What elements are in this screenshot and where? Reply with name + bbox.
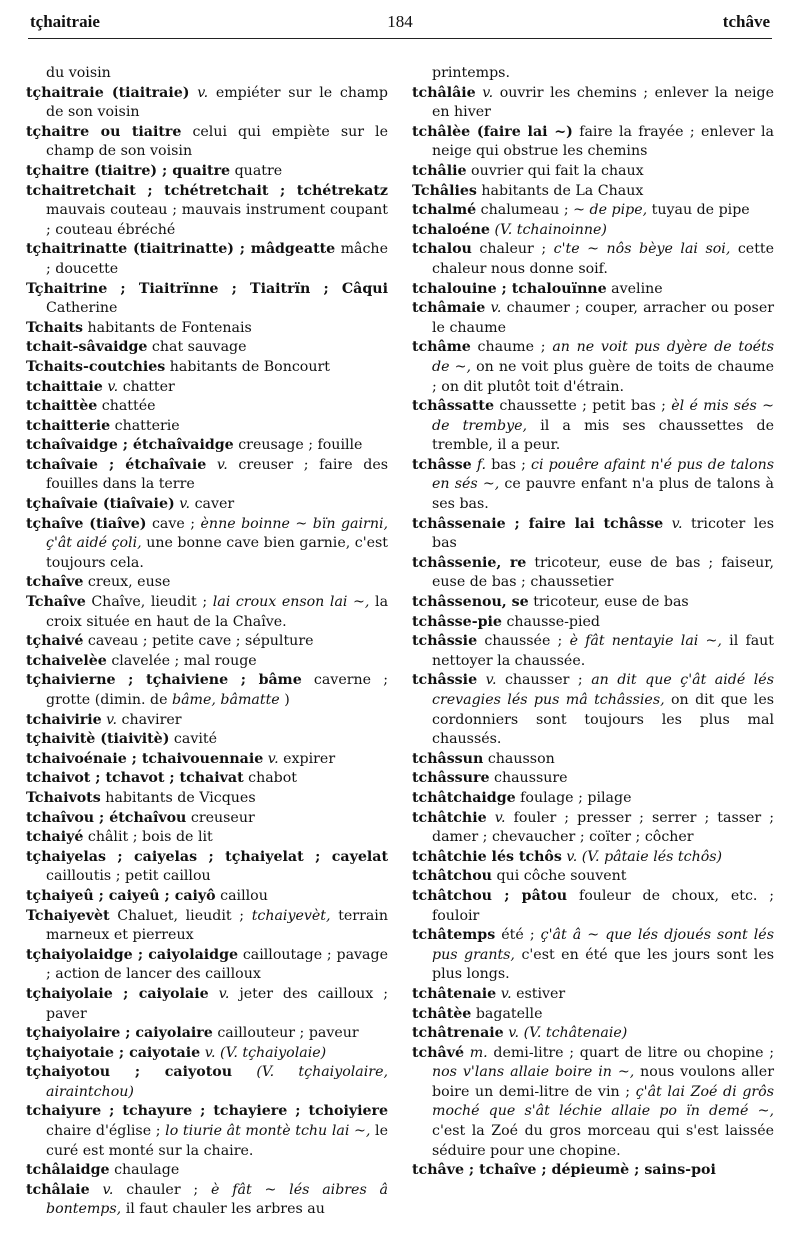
translation: la croix située en haut de la Chaîve. bbox=[46, 594, 389, 630]
page-header bbox=[30, 12, 770, 38]
example-phrase: è fât ~ lés aibres â bontemps, bbox=[46, 1181, 389, 1218]
definition: aveline bbox=[611, 280, 663, 297]
headword: tchâtèe bbox=[412, 1005, 472, 1022]
dictionary-entry bbox=[412, 280, 774, 300]
example-phrase: nos v'lans allaie boire in ~, bbox=[432, 1064, 635, 1081]
dictionary-entry bbox=[26, 1044, 388, 1064]
example-phrase: an dit que ç'ât aidé lés crevagies lés pus mâ tchâssies, bbox=[432, 672, 774, 708]
headword: tçhaiyolaidge ; caiyolaidge bbox=[26, 946, 239, 963]
headword: tçhaiyolaire ; caiyolaire bbox=[26, 1025, 213, 1042]
dictionary-entry bbox=[26, 573, 388, 593]
headword: tchaittèe bbox=[26, 398, 98, 415]
headword: tçhaiyotaie ; caiyotaie bbox=[26, 1044, 201, 1061]
headword: tçhaitre ou tiaitre bbox=[26, 123, 182, 140]
dictionary-entry bbox=[412, 1161, 774, 1181]
dictionary-entry bbox=[26, 1024, 388, 1044]
dictionary-entry bbox=[26, 750, 388, 770]
definition: cailloutis ; petit caillou bbox=[46, 868, 211, 885]
dictionary-entry bbox=[26, 946, 388, 985]
headword: Tchaiyevèt bbox=[26, 907, 110, 924]
definition: chatterie bbox=[114, 417, 180, 434]
headword: tchâmaie bbox=[412, 300, 486, 317]
translation: ) bbox=[284, 692, 290, 708]
right-column bbox=[412, 64, 774, 1181]
grammar-label: v. bbox=[204, 1044, 216, 1061]
headword: tchâlâie bbox=[412, 84, 476, 101]
definition: habitants de Vicques bbox=[105, 789, 256, 806]
definition: demi-litre ; quart de litre ou chopine ; bbox=[493, 1044, 775, 1061]
dictionary-entry bbox=[412, 750, 774, 770]
dictionary-entry bbox=[26, 848, 388, 887]
headword: tchâlie bbox=[412, 162, 467, 179]
definition: été ; bbox=[501, 927, 535, 944]
header-rule bbox=[28, 38, 772, 39]
definition: jeter des cailloux ; paver bbox=[46, 985, 388, 1022]
headword: Tchâlies bbox=[412, 182, 477, 199]
grammar-label: v. bbox=[216, 456, 228, 473]
definition: tricoter les bas bbox=[432, 515, 774, 552]
example-phrase: èl é mis sés ~ de trembye, bbox=[432, 398, 774, 434]
translation: on dit que les cordonniers sont toujours les plus mal chaussés. bbox=[432, 692, 774, 748]
definition: chaussure bbox=[494, 770, 568, 787]
headword: tchâme bbox=[412, 339, 471, 356]
headword: Tchaits-coutchies bbox=[26, 358, 166, 375]
dictionary-entry bbox=[26, 652, 388, 672]
headword: Tchaits bbox=[26, 319, 84, 336]
dictionary-entry bbox=[412, 240, 774, 279]
headword: tçhaitre (tiaitre) ; quaitre bbox=[26, 162, 231, 179]
grammar-label: v. bbox=[218, 985, 230, 1002]
dictionary-entry bbox=[412, 554, 774, 593]
dictionary-entry bbox=[26, 907, 388, 946]
dictionary-entry bbox=[412, 671, 774, 749]
definition: tricoteur, euse de bas bbox=[533, 594, 689, 611]
headword: tçhaitraie (tiaitraie) bbox=[26, 84, 190, 101]
dictionary-entry bbox=[412, 123, 774, 162]
dictionary-entry bbox=[412, 769, 774, 789]
headword: tchaivot ; tchavot ; tchaivat bbox=[26, 770, 244, 787]
definition: clavelée ; mal rouge bbox=[111, 652, 257, 669]
dictionary-entry bbox=[412, 985, 774, 1005]
headword: tçhaîvaie (tiaîvaie) bbox=[26, 496, 175, 513]
dictionary-entry bbox=[412, 867, 774, 887]
definition: chalumeau ; bbox=[480, 202, 569, 219]
definition: caillou bbox=[220, 887, 268, 904]
dictionary-entry bbox=[412, 201, 774, 221]
headword: tchaîvaidge ; étchaîvaidge bbox=[26, 437, 234, 454]
example-phrase: bâme, bâmatte bbox=[172, 692, 280, 708]
grammar-label: v. bbox=[490, 300, 502, 317]
headword: tchalou bbox=[412, 241, 472, 258]
definition: caillouteur ; paveur bbox=[217, 1025, 359, 1042]
headword: Tchaîve bbox=[26, 594, 86, 611]
headword: tchaittaie bbox=[26, 378, 103, 395]
definition: quatre bbox=[234, 162, 283, 179]
headword: tchâtemps bbox=[412, 927, 496, 944]
headword: tçhaivitè (tiaivitè) bbox=[26, 731, 170, 748]
dictionary-entry bbox=[26, 671, 388, 710]
headword: tçhaivierne ; tçhaiviene ; bâme bbox=[26, 672, 302, 689]
translation: c'est en été que les jours sont les plus longs. bbox=[432, 946, 774, 983]
dictionary-entry bbox=[26, 593, 388, 632]
translation: nous voulons aller boire un demi-litre de vin ; bbox=[432, 1064, 774, 1100]
dictionary-entry bbox=[412, 1005, 774, 1025]
example-phrase: ènne boinne ~ bïn gairni, ç'ât aidé çoli, bbox=[46, 515, 389, 552]
definition: chattée bbox=[101, 398, 156, 415]
grammar-label: v. bbox=[197, 84, 209, 101]
definition: chatter bbox=[122, 378, 175, 395]
example-phrase: lo tiurie ât montè tchu lai ~, bbox=[165, 1123, 371, 1140]
headword: tchâssenie, re bbox=[412, 554, 527, 571]
example-phrase: ~ de pipe, bbox=[573, 202, 648, 219]
headword: tchaivelèe bbox=[26, 652, 107, 669]
left-guide-word: tçhaitraie bbox=[30, 12, 100, 31]
headword: tchâssun bbox=[412, 750, 484, 767]
dictionary-entry bbox=[412, 1024, 774, 1044]
definition: chausson bbox=[487, 750, 555, 767]
dictionary-entry bbox=[26, 1063, 388, 1102]
headword: Tçhaitrine ; Tiaitrïnne ; Tiaitrïn ; Câqui bbox=[26, 280, 388, 297]
headword: tchâssenaie ; faire lai tchâsse bbox=[412, 515, 664, 532]
definition: chaume ; bbox=[477, 339, 546, 356]
dictionary-entry bbox=[412, 456, 774, 515]
grammar-label: v. bbox=[102, 1181, 114, 1198]
definition: creusage ; fouille bbox=[238, 437, 363, 454]
dictionary-entry bbox=[26, 495, 388, 515]
definition: fouleur de choux, etc. ; fouloir bbox=[432, 887, 774, 924]
headword: tchâtchaidge bbox=[412, 789, 516, 806]
definition: fouler ; presser ; serrer ; tasser ; damer ; chevaucher ; coïter ; côcher bbox=[432, 809, 775, 846]
definition: Chaîve, lieudit ; bbox=[91, 594, 208, 611]
headword: tchaîve bbox=[26, 574, 84, 591]
definition: estiver bbox=[516, 985, 566, 1002]
headword: tchâsse bbox=[412, 456, 472, 473]
continuation-text bbox=[412, 64, 774, 84]
headword: tchâtrenaie bbox=[412, 1025, 504, 1042]
dictionary-entry bbox=[26, 515, 388, 574]
definition: chausser ; bbox=[504, 672, 583, 689]
headword: tchâtenaie bbox=[412, 985, 497, 1002]
definition: chaussette ; petit bas ; bbox=[499, 398, 666, 415]
headword: tchâtchou ; pâtou bbox=[412, 887, 568, 904]
grammar-label: v. bbox=[671, 515, 683, 532]
right-guide-word: tchâve bbox=[722, 12, 770, 31]
definition: caverne ; grotte (dimin. de bbox=[46, 672, 388, 708]
dictionary-entry bbox=[26, 1161, 388, 1181]
translation: on ne voit plus guère de toits de chaume ; on dit plutôt toit d'étrain. bbox=[432, 358, 774, 395]
headword: tchâssenou, se bbox=[412, 594, 529, 611]
grammar-label: m. bbox=[469, 1044, 488, 1061]
grammar-label: v. bbox=[107, 378, 119, 395]
translation: cette chaleur nous donne soif. bbox=[432, 241, 775, 277]
example-phrase: (V. tçhaiyolaie) bbox=[220, 1044, 327, 1061]
dictionary-entry bbox=[412, 182, 774, 202]
definition: tricoteur, euse de bas ; faiseur, euse de bas ; chaussetier bbox=[432, 554, 775, 591]
dictionary-entry bbox=[26, 417, 388, 437]
definition: chat sauvage bbox=[151, 339, 247, 356]
dictionary-entry bbox=[26, 84, 388, 123]
grammar-label: v. bbox=[494, 809, 506, 826]
translation: il faut nettoyer la chaussée. bbox=[432, 633, 774, 669]
dictionary-entry bbox=[412, 593, 774, 613]
definition: cailloutage ; pavage ; action de lancer des cailloux bbox=[46, 946, 388, 983]
example-phrase: (V. tchâtenaie) bbox=[523, 1025, 628, 1042]
dictionary-entry bbox=[26, 162, 388, 182]
headword: tchâssure bbox=[412, 770, 490, 787]
headword: tchalouine ; tchalouïnne bbox=[412, 280, 607, 297]
page-number: 184 bbox=[387, 12, 413, 31]
headword: tchaitterie bbox=[26, 417, 111, 434]
dictionary-entry bbox=[26, 338, 388, 358]
example-phrase: an ne voit pus dyère de toéts de ~, bbox=[432, 339, 774, 375]
definition: châlit ; bois de lit bbox=[87, 829, 213, 846]
dictionary-entry bbox=[26, 182, 388, 241]
definition: caveau ; petite cave ; sépulture bbox=[87, 633, 314, 650]
headword: tçhaiyolaie ; caiyolaie bbox=[26, 985, 209, 1002]
dictionary-entry bbox=[412, 338, 774, 397]
headword: tchaivoénaie ; tchaivouennaie bbox=[26, 750, 264, 767]
headword: tchâtchie bbox=[412, 809, 487, 826]
dictionary-entry bbox=[26, 319, 388, 339]
headword: Tchaivots bbox=[26, 789, 101, 806]
dictionary-entry bbox=[412, 613, 774, 633]
definition: qui côche souvent bbox=[496, 868, 627, 885]
headword: tchâve ; tchaîve ; dépieumè ; sains-poi bbox=[412, 1162, 716, 1179]
dictionary-entry bbox=[26, 240, 388, 279]
definition: chausse-pied bbox=[506, 613, 600, 630]
dictionary-entry bbox=[412, 299, 774, 338]
headword: tchâvé bbox=[412, 1044, 464, 1061]
dictionary-entry bbox=[26, 985, 388, 1024]
headword: tchâlaie bbox=[26, 1181, 90, 1198]
example-phrase: (V. tçhaiyolaire, airaintchou) bbox=[46, 1064, 388, 1100]
dictionary-entry bbox=[412, 515, 774, 554]
definition: ouvrier qui fait la chaux bbox=[471, 162, 644, 179]
headword: tçhaîve (tiaîve) bbox=[26, 515, 147, 532]
dictionary-entry bbox=[26, 436, 388, 456]
definition: chavirer bbox=[121, 711, 182, 728]
dictionary-entry bbox=[26, 887, 388, 907]
continuation-line: du voisin bbox=[46, 65, 111, 81]
dictionary-entry bbox=[412, 221, 774, 241]
definition: creux, euse bbox=[87, 574, 171, 591]
dictionary-entry bbox=[412, 1044, 774, 1162]
dictionary-entry bbox=[412, 632, 774, 671]
dictionary-entry bbox=[412, 848, 774, 868]
dictionary-entry bbox=[26, 358, 388, 378]
headword: tchâssie bbox=[412, 633, 478, 650]
dictionary-entry bbox=[412, 887, 774, 926]
headword: tchâlaidge bbox=[26, 1162, 110, 1179]
example-phrase: (V. pâtaie lés tchôs) bbox=[581, 848, 723, 865]
headword: tçhaiyelas ; caiyelas ; tçhaiyelat ; cayelat bbox=[26, 848, 388, 865]
definition: ouvrir les chemins ; enlever la neige en hiver bbox=[432, 84, 774, 121]
definition: habitants de Fontenais bbox=[87, 319, 252, 336]
definition: cavité bbox=[173, 731, 217, 748]
grammar-label: f. bbox=[476, 456, 487, 473]
translation: terrain marneux et pierreux bbox=[46, 907, 388, 944]
headword: tchâssatte bbox=[412, 398, 495, 415]
dictionary-entry bbox=[26, 632, 388, 652]
definition: chaleur ; bbox=[479, 241, 547, 258]
headword: tchaitretchait ; tchétretchait ; tchétrekatz bbox=[26, 182, 388, 199]
definition: empiéter sur le champ de son voisin bbox=[46, 84, 388, 121]
definition: creuseur bbox=[190, 809, 255, 826]
definition: chauler ; bbox=[126, 1181, 199, 1198]
definition: caver bbox=[194, 496, 235, 513]
headword: tçhaitrinatte (tiaitrinatte) ; mâdgeatte bbox=[26, 241, 336, 258]
translation: il faut chauler les arbres au bbox=[125, 1201, 325, 1218]
definition: chaire d'église ; bbox=[46, 1123, 161, 1140]
headword: tchaloéne bbox=[412, 221, 490, 238]
dictionary-entry bbox=[26, 1181, 388, 1220]
definition: habitants de Boncourt bbox=[169, 358, 330, 375]
dictionary-entry bbox=[26, 456, 388, 495]
dictionary-entry bbox=[26, 828, 388, 848]
headword: tchait-sâvaidge bbox=[26, 339, 148, 356]
definition: chabot bbox=[248, 770, 298, 787]
example-phrase: ç'ât lai Zoé di grôs moché que s'ât léchie allaie po ïn demé ~, bbox=[432, 1083, 775, 1120]
headword: tçhaiyotou ; caiyotou bbox=[26, 1064, 233, 1081]
headword: tchaîvou ; étchaîvou bbox=[26, 809, 187, 826]
grammar-label: v. bbox=[500, 985, 512, 1002]
headword: tchalmé bbox=[412, 202, 477, 219]
definition: cave ; bbox=[151, 515, 196, 532]
headword: tchaivirie bbox=[26, 711, 102, 728]
headword: tchâsse-pie bbox=[412, 613, 502, 630]
dictionary-entry bbox=[412, 84, 774, 123]
dictionary-entry bbox=[26, 711, 388, 731]
definition: Chaluet, lieudit ; bbox=[117, 907, 245, 924]
example-phrase: è fât nentayie lai ~, bbox=[569, 633, 722, 650]
definition: faire la frayée ; enlever la neige qui obstrue les chemins bbox=[432, 123, 774, 160]
continuation-text bbox=[26, 64, 388, 84]
grammar-label: v. bbox=[508, 1025, 520, 1042]
example-phrase: tchaiyevèt, bbox=[251, 907, 331, 924]
headword: tchâtchou bbox=[412, 868, 492, 885]
example-phrase: ci pouêre afaint n'é pus de talons en sés ~, bbox=[432, 456, 775, 493]
dictionary-entry bbox=[26, 280, 388, 319]
dictionary-entry bbox=[26, 809, 388, 829]
definition: foulage ; pilage bbox=[520, 789, 632, 806]
dictionary-entry bbox=[26, 397, 388, 417]
definition: Catherine bbox=[46, 300, 118, 317]
headword: tchâssie bbox=[412, 672, 478, 689]
dictionary-entry bbox=[412, 162, 774, 182]
dictionary-entry bbox=[26, 378, 388, 398]
dictionary-entry bbox=[26, 789, 388, 809]
grammar-label: v. bbox=[485, 672, 497, 689]
dictionary-entry bbox=[412, 789, 774, 809]
headword: tchâlèe (faire lai ~) bbox=[412, 123, 573, 140]
definition: bagatelle bbox=[475, 1005, 543, 1022]
definition: bas ; bbox=[491, 456, 526, 473]
definition: celui qui empiète sur le champ de son voisin bbox=[46, 123, 388, 160]
definition: mâche ; doucette bbox=[46, 241, 388, 277]
continuation-line: printemps. bbox=[432, 65, 510, 81]
dictionary-entry bbox=[412, 397, 774, 456]
dictionary-entry bbox=[412, 809, 774, 848]
definition: chaussée ; bbox=[484, 633, 563, 650]
example-phrase: lai croux enson lai ~, bbox=[212, 594, 370, 611]
grammar-label: v. bbox=[566, 848, 578, 865]
definition: mauvais couteau ; mauvais instrument coupant ; couteau ébréché bbox=[46, 202, 388, 238]
headword: tchaiyure ; tchayure ; tchayiere ; tchoiyiere bbox=[26, 1103, 388, 1120]
dictionary-entry bbox=[26, 1102, 388, 1161]
dictionary-entry bbox=[26, 769, 388, 789]
headword: tçhaivé bbox=[26, 633, 84, 650]
translation: une bonne cave bien garnie, c'est toujours cela. bbox=[46, 535, 388, 571]
example-phrase: (V. tchainoinne) bbox=[494, 221, 607, 238]
dictionary-entry bbox=[26, 730, 388, 750]
headword: tchaiyé bbox=[26, 829, 84, 846]
translation: c'est la Zoé du gros morceau qui s'est laissée séduire pour une chopine. bbox=[432, 1123, 774, 1159]
dictionary-entry bbox=[412, 926, 774, 985]
translation: il a mis ses chaussettes de tremble, il a peur. bbox=[432, 417, 775, 454]
left-column bbox=[26, 64, 388, 1220]
definition: creuser ; faire des fouilles dans la terre bbox=[46, 456, 388, 493]
grammar-label: v. bbox=[106, 711, 117, 728]
definition: chaulage bbox=[114, 1162, 180, 1179]
definition: expirer bbox=[283, 750, 336, 767]
definition: chaumer ; couper, arracher ou poser le chaume bbox=[432, 300, 774, 336]
definition: habitants de La Chaux bbox=[481, 182, 644, 199]
example-phrase: c'te ~ nôs bèye lai soi, bbox=[553, 241, 731, 258]
headword: tchâtchie lés tchôs bbox=[412, 848, 562, 865]
grammar-label: v. bbox=[179, 496, 191, 513]
translation: ce pauvre enfant n'a plus de talons à ses bas. bbox=[432, 476, 774, 513]
translation: le curé est monté sur la chaire. bbox=[46, 1123, 388, 1159]
headword: tchaîvaie ; étchaîvaie bbox=[26, 456, 207, 473]
translation: tuyau de pipe bbox=[651, 202, 750, 219]
grammar-label: v. bbox=[267, 750, 279, 767]
example-phrase: ç'ât â ~ que lés djoués sont lés pus grants, bbox=[432, 927, 774, 963]
headword: tçhaiyeû ; caiyeû ; caiyô bbox=[26, 887, 216, 904]
dictionary-entry bbox=[26, 123, 388, 162]
grammar-label: v. bbox=[482, 84, 494, 101]
